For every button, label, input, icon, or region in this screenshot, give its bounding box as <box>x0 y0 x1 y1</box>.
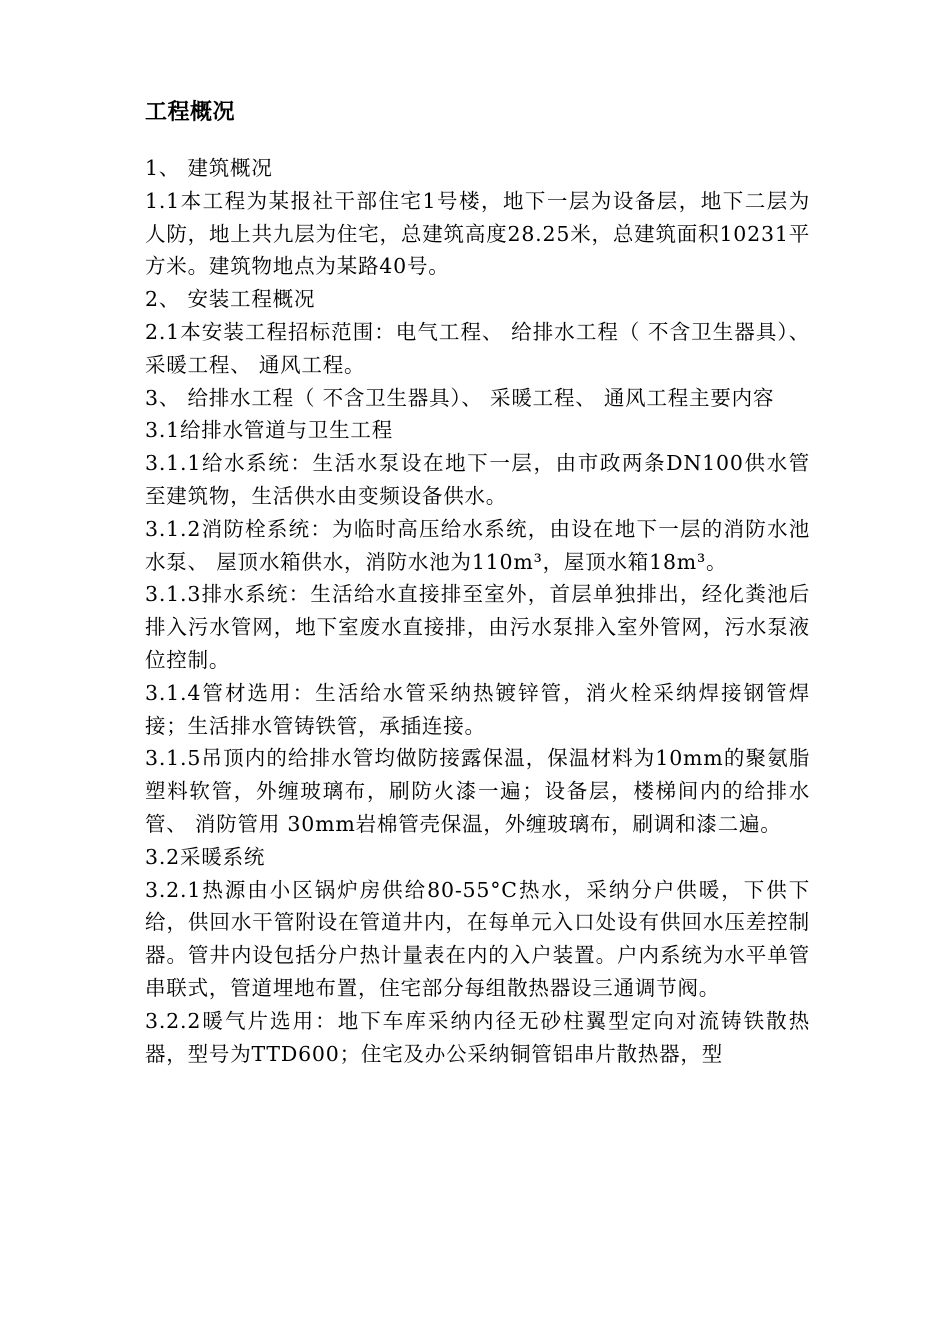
paragraph-3-1-5: 3.1.5吊顶内的给排水管均做防接露保温，保温材料为10mm的聚氨脂塑料软管，外缠玻璃布，刷防火漆一遍；设备层，楼梯间内的给排水管、 消防管用 30mm岩棉管壳保温，外缠玻璃布，刷调和漆二遍。 <box>145 746 810 836</box>
subsection-heading-3-2: 3.2采暖系统 <box>145 844 266 869</box>
document-body <box>145 96 810 1070</box>
subsection-heading-3-1: 3.1给排水管道与卫生工程 <box>145 418 394 443</box>
section-heading-main-content: 3、 给排水工程（ 不含卫生器具）、 采暖工程、 通风工程主要内容 <box>145 385 775 410</box>
section-heading-building-overview: 1、 建筑概况 <box>145 156 273 180</box>
paragraph-3-1-4: 3.1.4管材选用：生活给水管采纳热镀锌管，消火栓采纳焊接钢管焊接；生活排水管铸铁管，承插连接。 <box>145 680 810 738</box>
paragraph-3-2-1: 3.2.1热源由小区锅炉房供给80-55°C热水，采纳分户供暖，下供下给，供回水干管附设在管道井内，在每单元入口处设有供回水压差控制器。管井内设包括分户热计量表在内的入户装置。户内系统为水平单管串联式，管道埋地布置，住宅部分每组散热器设三通调节阀。 <box>145 877 810 1000</box>
paragraph-3-1-3: 3.1.3排水系统：生活给水直接排至室外，首层单独排出，经化粪池后排入污水管网，地下室废水直接排，由污水泵排入室外管网，污水泵液位控制。 <box>145 582 810 672</box>
paragraph-3-1-1: 3.1.1给水系统：生活水泵设在地下一层，由市政两条DN100供水管至建筑物，生活供水由变频设备供水。 <box>145 451 810 508</box>
paragraph-2-1: 2.1本安装工程招标范围：电气工程、 给排水工程（ 不含卫生器具）、 采暖工程、 通风工程。 <box>145 319 810 377</box>
document-title: 工程概况 <box>145 100 236 125</box>
paragraph-3-1-2: 3.1.2消防栓系统：为临时高压给水系统，由设在地下一层的消防水池水泵、 屋顶水箱供水，消防水池为110m³，屋顶水箱18m³。 <box>145 516 810 574</box>
paragraph-3-2-2: 3.2.2暖气片选用：地下车库采纳内径无砂柱翼型定向对流铸铁散热器，型号为TTD600；住宅及办公采纳铜管铝串片散热器，型 <box>145 1008 810 1066</box>
section-heading-installation-overview: 2、 安装工程概况 <box>145 287 316 312</box>
paragraph-1-1: 1.1本工程为某报社干部住宅1号楼，地下一层为设备层，地下二层为人防，地上共九层为住宅，总建筑高度28.25米，总建筑面积10231平方米。建筑物地点为某路40号。 <box>145 188 810 279</box>
